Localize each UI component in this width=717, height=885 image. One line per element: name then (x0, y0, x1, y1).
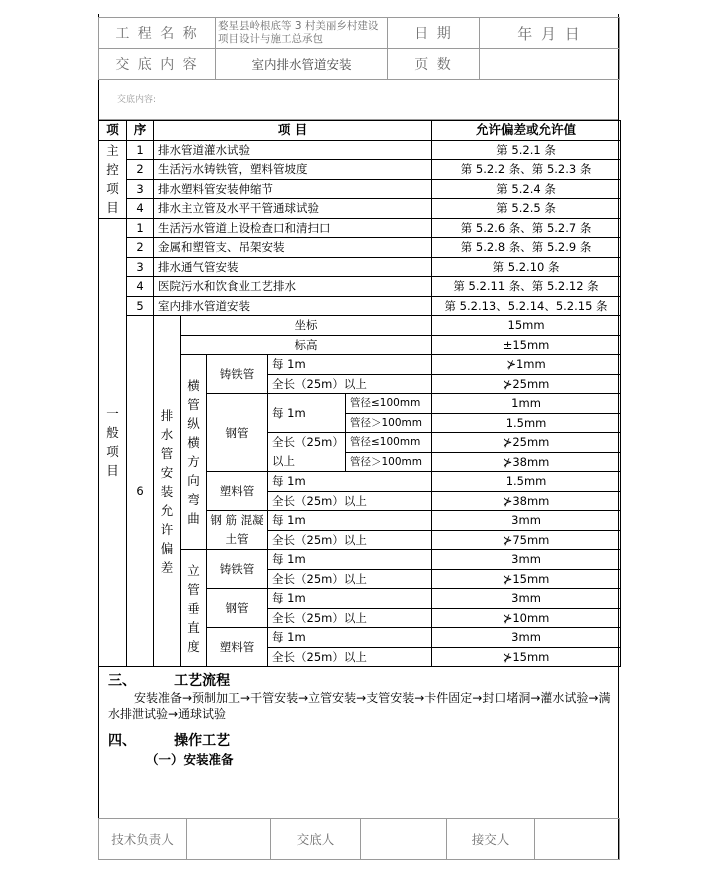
table-row (99, 218, 621, 238)
section-4-subtitle: （一）安装准备 (146, 752, 234, 767)
project-name-value: 婺星县岭根底等 3 村美丽乡村建设项目设计与施工总承包 (216, 18, 388, 49)
signature-table (98, 818, 620, 860)
row-no: 3 (127, 179, 154, 199)
cond-label: 全长（25m）以上 (268, 608, 432, 628)
row-value: 第 5.2.6 条、第 5.2.7 条 (432, 218, 621, 238)
col-header-category: 项 (99, 121, 127, 141)
row-item: 生活污水铸铁管，塑料管坡度 (154, 160, 432, 180)
date-label: 日 期 (388, 18, 480, 49)
pages-value (480, 49, 620, 80)
row-value: ⊁38mm (432, 452, 621, 472)
row-value: 第 5.2.8 条、第 5.2.9 条 (432, 238, 621, 258)
table-row (99, 140, 621, 160)
row-no: 3 (127, 257, 154, 277)
row-value: 3mm (432, 628, 621, 648)
row-value: 第 5.2.2 条、第 5.2.3 条 (432, 160, 621, 180)
row-value: ⊁15mm (432, 647, 621, 667)
item6-label: 排水管安装允许偏差 (154, 316, 181, 667)
horiz-label: 横管纵横方向弯曲 (181, 355, 207, 550)
section-3-title: 工艺流程 (174, 673, 231, 689)
cond-label: 全长（25m）以上 (268, 647, 432, 667)
tech-lead-label: 技术负责人 (99, 819, 187, 860)
cond-label: 全长（25m）以上 (268, 569, 432, 589)
rc-label: 钢 筋 混凝土管 (207, 511, 268, 550)
diameter-label: 管径≤100mm (346, 433, 432, 453)
cast-iron-label: 铸铁管 (207, 550, 268, 589)
col-header-no: 序 (127, 121, 154, 141)
row-item: 室内排水管道安装 (154, 296, 432, 316)
row-item: 生活污水管道上设检查口和清扫口 (154, 218, 432, 238)
tech-lead-signature[interactable] (187, 819, 271, 860)
row-value: ⊁25mm (432, 374, 621, 394)
content-value: 室内排水管道安装 (216, 49, 388, 80)
cond-label: 每 1m (268, 589, 432, 609)
handover-content-box (99, 79, 618, 120)
row-no: 2 (127, 160, 154, 180)
row-item: 排水通气管安装 (154, 257, 432, 277)
coord-label: 坐标 (181, 316, 432, 336)
row-item: 金属和塑管支、吊架安装 (154, 238, 432, 258)
row-value: ⊁15mm (432, 569, 621, 589)
row-value: ⊁75mm (432, 530, 621, 550)
vert-label: 立管垂直度 (181, 550, 207, 667)
handover-by-label: 交底人 (271, 819, 361, 860)
plastic-label: 塑料管 (207, 628, 268, 667)
section-4-number: 四、 (108, 733, 136, 749)
cond-label: 全长（25m）以上 (268, 433, 346, 472)
table-row (99, 296, 621, 316)
row-item: 排水管道灌水试验 (154, 140, 432, 160)
row-item: 排水主立管及水平干管通球试验 (154, 199, 432, 219)
row-value: 第 5.2.1 条 (432, 140, 621, 160)
section-3-heading (108, 670, 230, 690)
row-value: 第 5.2.4 条 (432, 179, 621, 199)
row-value: 1.5mm (432, 472, 621, 492)
row-value: ⊁1mm (432, 355, 621, 375)
row-value: 第 5.2.13、5.2.14、5.2.15 条 (432, 296, 621, 316)
row-item: 排水塑料管安装伸缩节 (154, 179, 432, 199)
table-row (99, 277, 621, 297)
col-header-item: 项 目 (154, 121, 432, 141)
row-no: 1 (127, 140, 154, 160)
row-no: 4 (127, 277, 154, 297)
coord-value: 15mm (432, 316, 621, 336)
handover-content-label: 交底内容: (117, 95, 157, 105)
cond-label: 全长（25m）以上 (268, 491, 432, 511)
table-header-row (99, 121, 621, 141)
cond-label: 每 1m (268, 394, 346, 433)
process-flow-text: 安装准备→预制加工→干管安装→立管安装→支管安装→卡件固定→封口堵洞→灌水试验→满水排泄试验→通球试验 (108, 691, 611, 721)
table-row (99, 238, 621, 258)
general-label: 一般项目 (99, 218, 127, 667)
handover-by-signature[interactable] (361, 819, 447, 860)
project-name-label: 工 程 名 称 (99, 18, 216, 49)
main-control-label: 主控项目 (99, 140, 127, 218)
table-row (99, 257, 621, 277)
diameter-label: 管径＞100mm (346, 413, 432, 433)
row-no: 1 (127, 218, 154, 238)
cond-label: 每 1m (268, 550, 432, 570)
received-by-signature[interactable] (535, 819, 620, 860)
cond-label: 每 1m (268, 628, 432, 648)
row-value: 3mm (432, 589, 621, 609)
row-value: 1.5mm (432, 413, 621, 433)
table-row (99, 160, 621, 180)
row-value: 第 5.2.11 条、第 5.2.12 条 (432, 277, 621, 297)
row-no: 4 (127, 199, 154, 219)
elev-label: 标高 (181, 335, 432, 355)
row-value: ⊁38mm (432, 491, 621, 511)
steel-label: 钢管 (207, 589, 268, 628)
cond-label: 每 1m (268, 511, 432, 531)
row-no: 2 (127, 238, 154, 258)
row-value: 3mm (432, 550, 621, 570)
row-item: 医院污水和饮食业工艺排水 (154, 277, 432, 297)
row-value: 第 5.2.10 条 (432, 257, 621, 277)
elev-value: ±15mm (432, 335, 621, 355)
row-no: 5 (127, 296, 154, 316)
row-value: 1mm (432, 394, 621, 414)
table-row (99, 179, 621, 199)
table-row (99, 316, 621, 336)
cond-label: 每 1m (268, 355, 432, 375)
steel-label: 钢管 (207, 394, 268, 472)
received-by-label: 接交人 (447, 819, 535, 860)
col-header-value: 允许偏差或允许值 (432, 121, 621, 141)
row-value: ⊁10mm (432, 608, 621, 628)
cond-label: 每 1m (268, 472, 432, 492)
header-table (98, 17, 620, 80)
cast-iron-label: 铸铁管 (207, 355, 268, 394)
section-4-heading (108, 730, 230, 750)
section-3-number: 三、 (108, 673, 136, 689)
inspection-table (98, 120, 621, 667)
cond-label: 全长（25m）以上 (268, 374, 432, 394)
diameter-label: 管径＞100mm (346, 452, 432, 472)
table-row (99, 199, 621, 219)
item6-no: 6 (127, 316, 154, 667)
row-value: 3mm (432, 511, 621, 531)
row-value: 第 5.2.5 条 (432, 199, 621, 219)
diameter-label: 管径≤100mm (346, 394, 432, 414)
row-value: ⊁25mm (432, 433, 621, 453)
section-4-title: 操作工艺 (174, 733, 231, 749)
cond-label: 全长（25m）以上 (268, 530, 432, 550)
content-label: 交 底 内 容 (99, 49, 216, 80)
date-value: 年 月 日 (480, 18, 620, 49)
plastic-label: 塑料管 (207, 472, 268, 511)
pages-label: 页 数 (388, 49, 480, 80)
